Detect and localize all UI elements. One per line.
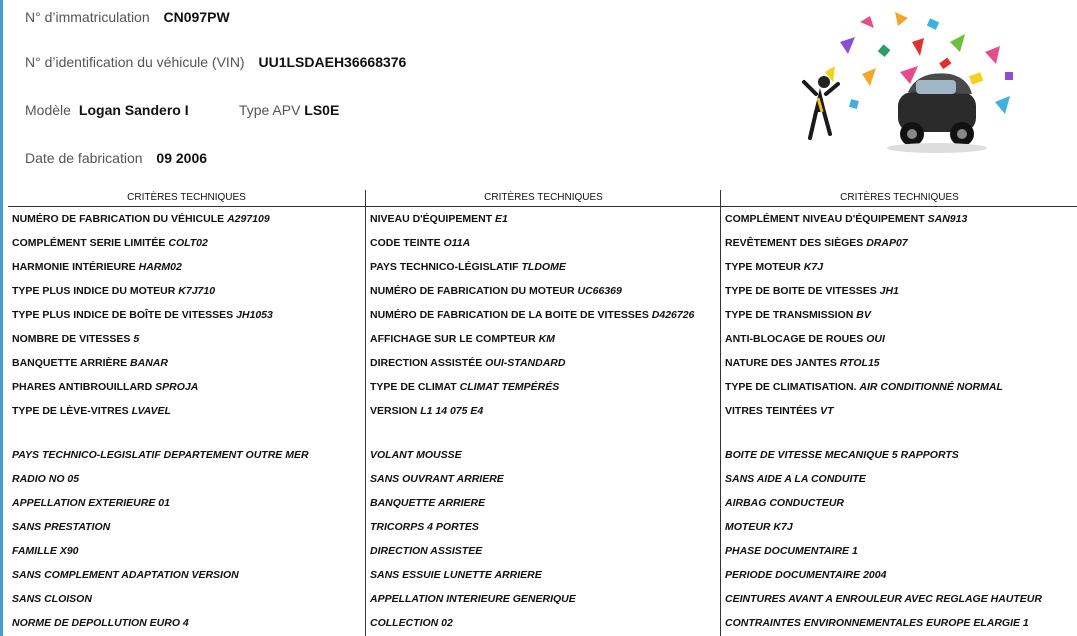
- criteria-row: NUMÉRO DE FABRICATION DU VÉHICULE A297109: [12, 213, 270, 225]
- option-row: SANS COMPLEMENT ADAPTATION VERSION: [12, 569, 239, 581]
- left-border-stripe: [0, 0, 3, 636]
- criteria-row: VITRES TEINTÉES VT: [725, 405, 834, 417]
- option-row: PHASE DOCUMENTAIRE 1: [725, 545, 858, 557]
- apv-value: LS0E: [304, 102, 340, 118]
- criteria-row: TYPE MOTEUR K7J: [725, 261, 824, 273]
- criteria-row: DIRECTION ASSISTÉE OUI-STANDARD: [370, 357, 566, 369]
- criteria-row: TYPE DE BOITE DE VITESSES JH1: [725, 285, 899, 297]
- criteria-row: CODE TEINTE O11A: [370, 237, 471, 249]
- option-row: CONTRAINTES ENVIRONNEMENTALES EUROPE ELARGIE 1: [725, 617, 1029, 629]
- criteria-row: AFFICHAGE SUR LE COMPTEUR KM: [370, 333, 555, 345]
- column-header: CRITÈRES TECHNIQUES: [8, 190, 365, 207]
- model-row: [25, 102, 339, 118]
- criteria-row: COMPLÉMENT SERIE LIMITÉE COLT02: [12, 237, 208, 249]
- option-row: VOLANT MOUSSE: [370, 449, 462, 461]
- manufacture-date-value: 09 2006: [156, 150, 208, 166]
- criteria-row: HARMONIE INTÉRIEURE HARM02: [12, 261, 182, 273]
- option-row: AIRBAG CONDUCTEUR: [725, 497, 844, 509]
- option-row: SANS OUVRANT ARRIERE: [370, 473, 504, 485]
- option-row: PERIODE DOCUMENTAIRE 2004: [725, 569, 887, 581]
- vin-label: N° d’identification du véhicule (VIN): [25, 54, 245, 70]
- option-row: MOTEUR K7J: [725, 521, 793, 533]
- criteria-row: VERSION L1 14 075 E4: [370, 405, 484, 417]
- criteria-row: NIVEAU D'ÉQUIPEMENT E1: [370, 213, 508, 225]
- option-row: APPELLATION EXTERIEURE 01: [12, 497, 170, 509]
- option-row: CEINTURES AVANT A ENROULEUR AVEC REGLAGE HAUTEUR: [725, 593, 1042, 605]
- registration-value: CN097PW: [163, 9, 230, 25]
- criteria-row: REVÊTEMENT DES SIÈGES DRAP07: [725, 237, 908, 249]
- option-row: SANS AIDE A LA CONDUITE: [725, 473, 866, 485]
- column-header: CRITÈRES TECHNIQUES: [366, 190, 721, 207]
- option-row: DIRECTION ASSISTEE: [370, 545, 483, 557]
- criteria-row: TYPE PLUS INDICE DU MOTEUR K7J710: [12, 285, 216, 297]
- model-value: Logan Sandero I: [78, 102, 189, 118]
- registration-label: N° d’immatriculation: [25, 9, 150, 25]
- registration-row: [25, 9, 230, 25]
- criteria-row: COMPLÉMENT NIVEAU D'ÉQUIPEMENT SAN913: [725, 213, 968, 225]
- car-confetti-illustration: [800, 12, 1022, 162]
- criteria-row: NUMÉRO DE FABRICATION DU MOTEUR UC66369: [370, 285, 622, 297]
- option-row: FAMILLE X90: [12, 545, 79, 557]
- option-row: TRICORPS 4 PORTES: [370, 521, 479, 533]
- criteria-row: TYPE DE CLIMAT CLIMAT TEMPÉRÉS: [370, 381, 560, 393]
- criteria-row: TYPE PLUS INDICE DE BOÎTE DE VITESSES JH1053: [12, 309, 273, 321]
- column-header: CRITÈRES TECHNIQUES: [721, 190, 1077, 207]
- criteria-row: NOMBRE DE VITESSES 5: [12, 333, 140, 345]
- vin-row: [25, 54, 406, 70]
- technical-criteria-table: [8, 190, 1077, 636]
- manufacture-date-label: Date de fabrication: [25, 150, 143, 166]
- apv-label: Type APV: [238, 102, 301, 118]
- criteria-row: ANTI-BLOCAGE DE ROUES OUI: [725, 333, 885, 345]
- criteria-row: TYPE DE TRANSMISSION BV: [725, 309, 871, 321]
- criteria-row: NUMÉRO DE FABRICATION DE LA BOITE DE VITESSES D426726: [370, 309, 695, 321]
- criteria-row: PAYS TECHNICO-LÉGISLATIF TLDOME: [370, 261, 566, 273]
- model-label: Modèle: [25, 102, 71, 118]
- criteria-column-3: [720, 190, 1077, 636]
- option-row: BOITE DE VITESSE MECANIQUE 5 RAPPORTS: [725, 449, 959, 461]
- criteria-row: TYPE DE CLIMATISATION. AIR CONDITIONNÉ NORMAL: [725, 381, 1003, 393]
- manufacture-date-row: [25, 150, 207, 166]
- option-row: NORME DE DEPOLLUTION EURO 4: [12, 617, 189, 629]
- option-row: COLLECTION 02: [370, 617, 453, 629]
- option-row: PAYS TECHNICO-LEGISLATIF DEPARTEMENT OUTRE MER: [12, 449, 309, 461]
- option-row: SANS ESSUIE LUNETTE ARRIERE: [370, 569, 542, 581]
- option-row: SANS PRESTATION: [12, 521, 111, 533]
- criteria-row: BANQUETTE ARRIÈRE BANAR: [12, 357, 168, 369]
- option-row: BANQUETTE ARRIERE: [370, 497, 486, 509]
- option-row: RADIO NO 05: [12, 473, 80, 485]
- option-row: APPELLATION INTERIEURE GENERIQUE: [370, 593, 576, 605]
- criteria-row: TYPE DE LÈVE-VITRES LVAVEL: [12, 405, 171, 417]
- vin-value: UU1LSDAEH36668376: [258, 54, 407, 70]
- criteria-column-2: [365, 190, 721, 636]
- criteria-row: PHARES ANTIBROUILLARD SPROJA: [12, 381, 199, 393]
- criteria-column-1: [8, 190, 365, 636]
- option-row: SANS CLOISON: [12, 593, 92, 605]
- criteria-row: NATURE DES JANTES RTOL15: [725, 357, 880, 369]
